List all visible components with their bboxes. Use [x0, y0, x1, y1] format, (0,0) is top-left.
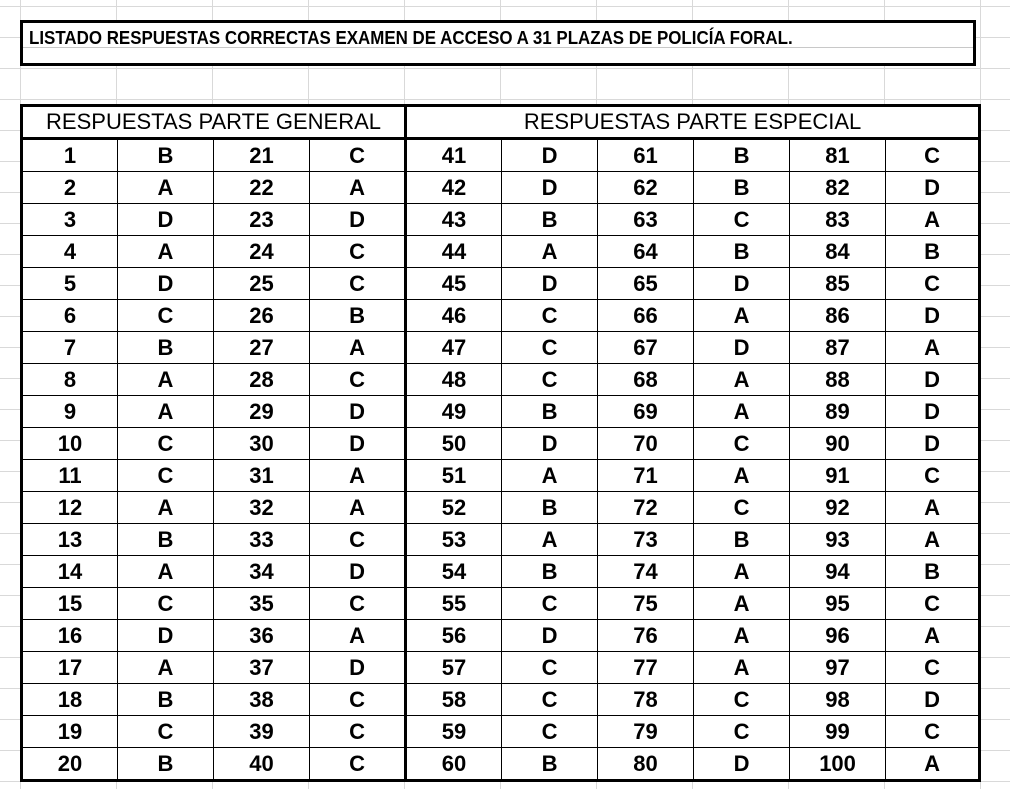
answer-cell: C — [310, 748, 406, 781]
question-number-cell: 16 — [22, 620, 118, 652]
answer-cell: C — [118, 428, 214, 460]
question-number-cell: 72 — [598, 492, 694, 524]
answers-body — [22, 139, 980, 781]
answer-cell: D — [502, 268, 598, 300]
table-row — [22, 204, 980, 236]
answer-cell: C — [886, 652, 980, 684]
answer-cell: C — [694, 492, 790, 524]
answer-cell: D — [694, 332, 790, 364]
question-number-cell: 3 — [22, 204, 118, 236]
table-row — [22, 332, 980, 364]
question-number-cell: 38 — [214, 684, 310, 716]
answer-cell: B — [502, 492, 598, 524]
question-number-cell: 54 — [406, 556, 502, 588]
question-number-cell: 73 — [598, 524, 694, 556]
question-number-cell: 99 — [790, 716, 886, 748]
answer-cell: A — [310, 460, 406, 492]
answer-cell: A — [694, 620, 790, 652]
question-number-cell: 83 — [790, 204, 886, 236]
table-row — [22, 139, 980, 172]
question-number-cell: 5 — [22, 268, 118, 300]
question-number-cell: 30 — [214, 428, 310, 460]
question-number-cell: 80 — [598, 748, 694, 781]
answer-cell: C — [118, 588, 214, 620]
question-number-cell: 87 — [790, 332, 886, 364]
question-number-cell: 85 — [790, 268, 886, 300]
question-number-cell: 97 — [790, 652, 886, 684]
answer-cell: D — [310, 396, 406, 428]
answer-cell: A — [886, 492, 980, 524]
question-number-cell: 21 — [214, 139, 310, 172]
title-cell-divider — [23, 47, 973, 48]
answer-cell: D — [118, 620, 214, 652]
question-number-cell: 71 — [598, 460, 694, 492]
answer-cell: A — [694, 556, 790, 588]
table-row — [22, 492, 980, 524]
answer-cell: C — [502, 684, 598, 716]
question-number-cell: 8 — [22, 364, 118, 396]
question-number-cell: 47 — [406, 332, 502, 364]
question-number-cell: 37 — [214, 652, 310, 684]
answer-cell: A — [886, 748, 980, 781]
answer-cell: B — [502, 204, 598, 236]
question-number-cell: 10 — [22, 428, 118, 460]
question-number-cell: 9 — [22, 396, 118, 428]
question-number-cell: 84 — [790, 236, 886, 268]
question-number-cell: 11 — [22, 460, 118, 492]
answer-cell: A — [118, 652, 214, 684]
question-number-cell: 58 — [406, 684, 502, 716]
answer-cell: A — [310, 172, 406, 204]
question-number-cell: 86 — [790, 300, 886, 332]
answer-cell: C — [694, 684, 790, 716]
answer-cell: C — [502, 300, 598, 332]
question-number-cell: 24 — [214, 236, 310, 268]
answer-cell: A — [886, 332, 980, 364]
question-number-cell: 88 — [790, 364, 886, 396]
answer-cell: B — [886, 236, 980, 268]
question-number-cell: 61 — [598, 139, 694, 172]
answer-cell: C — [118, 460, 214, 492]
answer-cell: A — [694, 300, 790, 332]
document-title: LISTADO RESPUESTAS CORRECTAS EXAMEN DE ACCESO A 31 PLAZAS DE POLICÍA FORAL. — [29, 28, 793, 48]
table-row — [22, 268, 980, 300]
section-header-row — [22, 106, 980, 139]
question-number-cell: 96 — [790, 620, 886, 652]
answer-cell: C — [502, 652, 598, 684]
question-number-cell: 92 — [790, 492, 886, 524]
question-number-cell: 55 — [406, 588, 502, 620]
question-number-cell: 45 — [406, 268, 502, 300]
answer-cell: C — [118, 300, 214, 332]
question-number-cell: 63 — [598, 204, 694, 236]
question-number-cell: 44 — [406, 236, 502, 268]
question-number-cell: 41 — [406, 139, 502, 172]
answer-cell: D — [310, 428, 406, 460]
answer-cell: C — [886, 460, 980, 492]
answer-cell: A — [502, 236, 598, 268]
table-row — [22, 428, 980, 460]
question-number-cell: 35 — [214, 588, 310, 620]
answer-cell: C — [694, 428, 790, 460]
answer-cell: D — [310, 204, 406, 236]
question-number-cell: 32 — [214, 492, 310, 524]
question-number-cell: 98 — [790, 684, 886, 716]
answer-cell: B — [694, 236, 790, 268]
table-row — [22, 684, 980, 716]
answer-cell: D — [502, 139, 598, 172]
answer-cell: B — [694, 524, 790, 556]
answer-cell: A — [118, 172, 214, 204]
question-number-cell: 100 — [790, 748, 886, 781]
question-number-cell: 89 — [790, 396, 886, 428]
question-number-cell: 59 — [406, 716, 502, 748]
table-row — [22, 460, 980, 492]
answer-cell: D — [694, 748, 790, 781]
answer-cell: C — [310, 588, 406, 620]
question-number-cell: 75 — [598, 588, 694, 620]
question-number-cell: 91 — [790, 460, 886, 492]
question-number-cell: 53 — [406, 524, 502, 556]
answer-cell: C — [310, 139, 406, 172]
answer-cell: C — [310, 524, 406, 556]
table-row — [22, 364, 980, 396]
answer-cell: C — [310, 236, 406, 268]
question-number-cell: 29 — [214, 396, 310, 428]
question-number-cell: 62 — [598, 172, 694, 204]
question-number-cell: 2 — [22, 172, 118, 204]
question-number-cell: 25 — [214, 268, 310, 300]
answer-cell: C — [502, 588, 598, 620]
question-number-cell: 74 — [598, 556, 694, 588]
question-number-cell: 43 — [406, 204, 502, 236]
answer-cell: C — [502, 364, 598, 396]
answer-cell: C — [886, 139, 980, 172]
question-number-cell: 27 — [214, 332, 310, 364]
question-number-cell: 46 — [406, 300, 502, 332]
answer-cell: C — [502, 332, 598, 364]
answer-cell: D — [886, 300, 980, 332]
answer-cell: A — [694, 460, 790, 492]
question-number-cell: 51 — [406, 460, 502, 492]
answer-cell: B — [502, 396, 598, 428]
answer-cell: A — [310, 492, 406, 524]
question-number-cell: 90 — [790, 428, 886, 460]
question-number-cell: 78 — [598, 684, 694, 716]
table-row — [22, 236, 980, 268]
answer-cell: A — [694, 588, 790, 620]
answer-cell: B — [502, 748, 598, 781]
question-number-cell: 82 — [790, 172, 886, 204]
question-number-cell: 4 — [22, 236, 118, 268]
answer-cell: A — [694, 364, 790, 396]
question-number-cell: 93 — [790, 524, 886, 556]
answer-cell: A — [310, 620, 406, 652]
table-row — [22, 716, 980, 748]
answer-cell: D — [310, 556, 406, 588]
answer-cell: A — [694, 396, 790, 428]
answer-cell: A — [886, 620, 980, 652]
question-number-cell: 40 — [214, 748, 310, 781]
question-number-cell: 28 — [214, 364, 310, 396]
table-row — [22, 300, 980, 332]
answer-cell: D — [502, 428, 598, 460]
answer-cell: B — [502, 556, 598, 588]
answer-cell: C — [886, 716, 980, 748]
table-row — [22, 172, 980, 204]
answer-cell: D — [886, 364, 980, 396]
answer-cell: A — [694, 652, 790, 684]
question-number-cell: 1 — [22, 139, 118, 172]
answer-cell: A — [310, 332, 406, 364]
question-number-cell: 81 — [790, 139, 886, 172]
answer-cell: D — [886, 428, 980, 460]
answer-cell: B — [118, 139, 214, 172]
question-number-cell: 68 — [598, 364, 694, 396]
question-number-cell: 94 — [790, 556, 886, 588]
question-number-cell: 42 — [406, 172, 502, 204]
question-number-cell: 22 — [214, 172, 310, 204]
answer-cell: C — [886, 588, 980, 620]
question-number-cell: 50 — [406, 428, 502, 460]
question-number-cell: 65 — [598, 268, 694, 300]
question-number-cell: 77 — [598, 652, 694, 684]
answer-cell: C — [118, 716, 214, 748]
answer-cell: C — [886, 268, 980, 300]
question-number-cell: 66 — [598, 300, 694, 332]
question-number-cell: 6 — [22, 300, 118, 332]
answer-cell: B — [118, 524, 214, 556]
question-number-cell: 17 — [22, 652, 118, 684]
answer-cell: D — [310, 652, 406, 684]
answer-cell: B — [118, 332, 214, 364]
answer-cell: A — [118, 236, 214, 268]
answer-cell: D — [694, 268, 790, 300]
answer-cell: B — [118, 684, 214, 716]
answer-cell: B — [886, 556, 980, 588]
section-header-special: RESPUESTAS PARTE ESPECIAL — [406, 106, 980, 139]
question-number-cell: 64 — [598, 236, 694, 268]
answer-cell: C — [502, 716, 598, 748]
question-number-cell: 7 — [22, 332, 118, 364]
answer-cell: C — [694, 716, 790, 748]
answer-cell: C — [310, 716, 406, 748]
table-row — [22, 588, 980, 620]
answer-cell: A — [886, 524, 980, 556]
question-number-cell: 33 — [214, 524, 310, 556]
question-number-cell: 12 — [22, 492, 118, 524]
answer-cell: C — [310, 364, 406, 396]
question-number-cell: 52 — [406, 492, 502, 524]
question-number-cell: 26 — [214, 300, 310, 332]
question-number-cell: 67 — [598, 332, 694, 364]
table-row — [22, 396, 980, 428]
question-number-cell: 13 — [22, 524, 118, 556]
table-row — [22, 652, 980, 684]
answer-cell: C — [694, 204, 790, 236]
answer-cell: C — [310, 268, 406, 300]
question-number-cell: 20 — [22, 748, 118, 781]
question-number-cell: 57 — [406, 652, 502, 684]
question-number-cell: 34 — [214, 556, 310, 588]
question-number-cell: 69 — [598, 396, 694, 428]
question-number-cell: 23 — [214, 204, 310, 236]
answer-cell: D — [502, 620, 598, 652]
question-number-cell: 95 — [790, 588, 886, 620]
question-number-cell: 70 — [598, 428, 694, 460]
answer-cell: B — [694, 139, 790, 172]
table-row — [22, 524, 980, 556]
answer-cell: A — [502, 524, 598, 556]
question-number-cell: 49 — [406, 396, 502, 428]
answer-cell: A — [502, 460, 598, 492]
answer-cell: D — [502, 172, 598, 204]
answer-cell: A — [118, 492, 214, 524]
table-row — [22, 620, 980, 652]
question-number-cell: 39 — [214, 716, 310, 748]
question-number-cell: 14 — [22, 556, 118, 588]
answer-cell: D — [886, 396, 980, 428]
answer-cell: D — [118, 268, 214, 300]
question-number-cell: 36 — [214, 620, 310, 652]
answer-cell: D — [886, 684, 980, 716]
question-number-cell: 48 — [406, 364, 502, 396]
question-number-cell: 15 — [22, 588, 118, 620]
question-number-cell: 76 — [598, 620, 694, 652]
question-number-cell: 79 — [598, 716, 694, 748]
question-number-cell: 18 — [22, 684, 118, 716]
answer-cell: B — [310, 300, 406, 332]
document-title-box — [20, 20, 976, 66]
answer-cell: D — [118, 204, 214, 236]
table-row — [22, 748, 980, 781]
answer-cell: D — [886, 172, 980, 204]
answer-cell: A — [118, 396, 214, 428]
question-number-cell: 60 — [406, 748, 502, 781]
question-number-cell: 31 — [214, 460, 310, 492]
answer-cell: A — [118, 556, 214, 588]
table-row — [22, 556, 980, 588]
section-header-general: RESPUESTAS PARTE GENERAL — [22, 106, 406, 139]
question-number-cell: 56 — [406, 620, 502, 652]
answer-cell: A — [118, 364, 214, 396]
question-number-cell: 19 — [22, 716, 118, 748]
answer-cell: B — [694, 172, 790, 204]
answer-cell: B — [118, 748, 214, 781]
answer-cell: C — [310, 684, 406, 716]
answers-table — [20, 104, 981, 782]
answer-cell: A — [886, 204, 980, 236]
